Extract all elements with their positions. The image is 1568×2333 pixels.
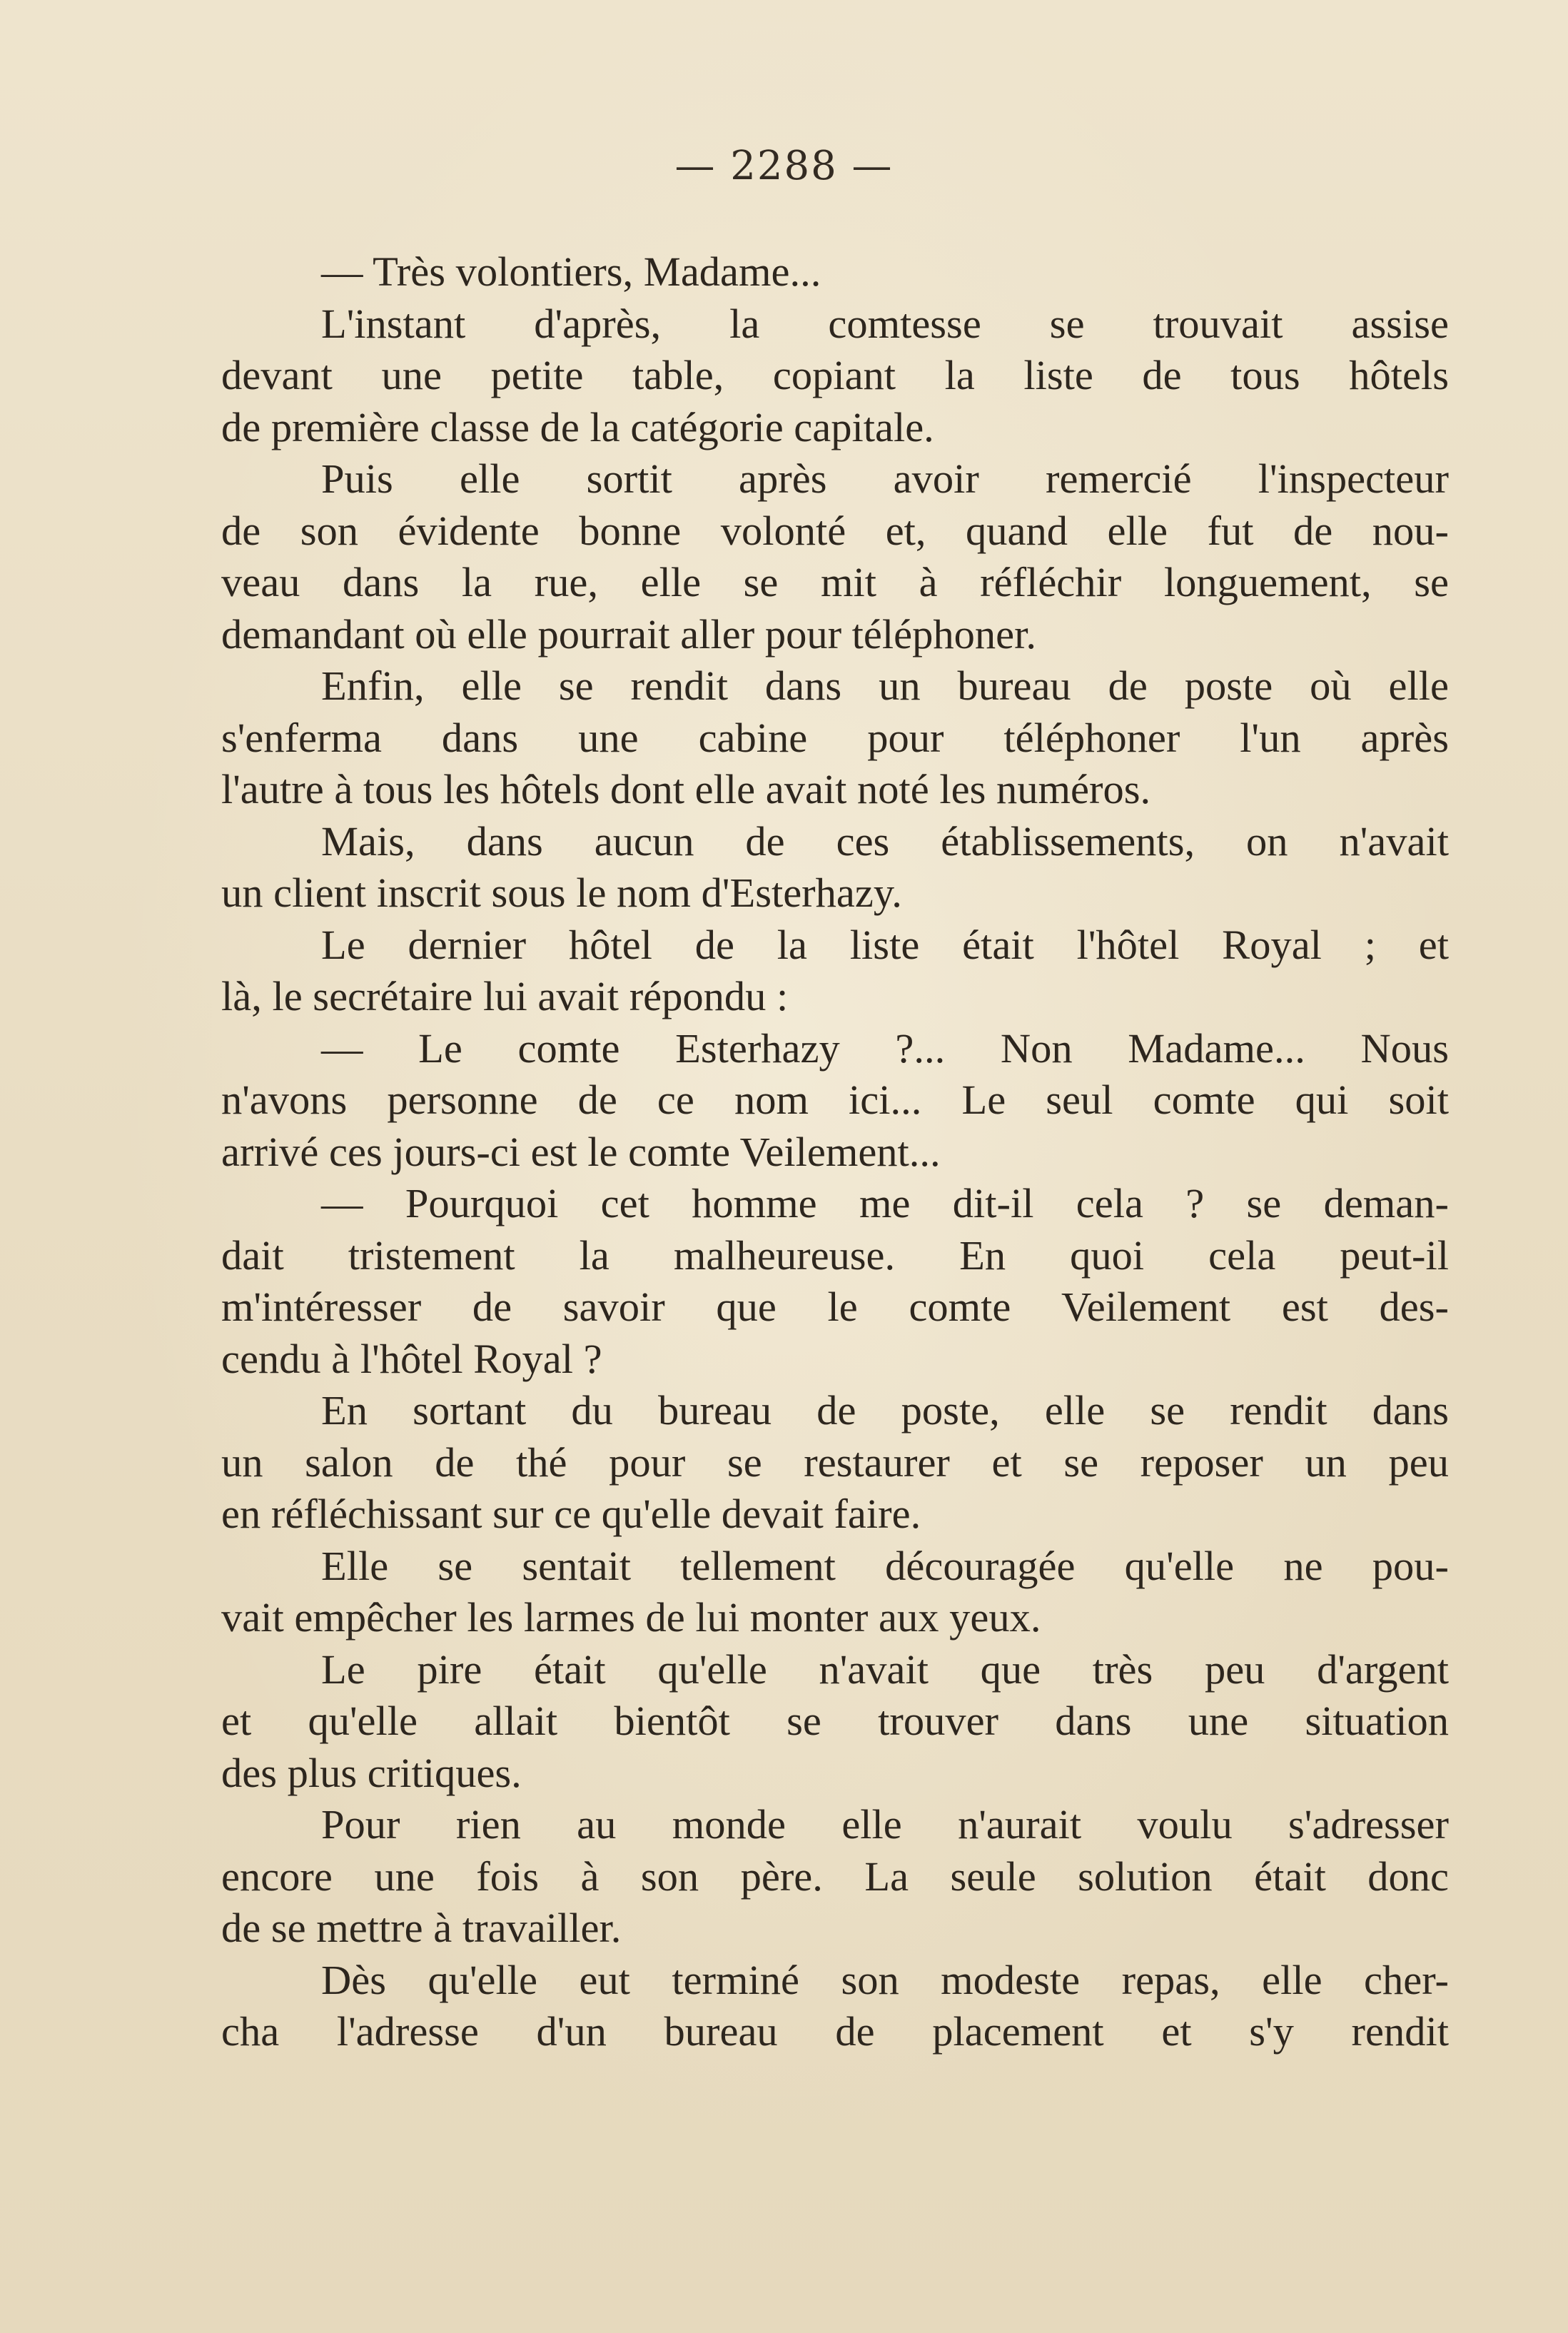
text-line: un client inscrit sous le nom d'Esterhazy. [221,870,902,916]
text-line: dait tristement la malheureuse. En quoi cela peut-il [221,1231,1449,1279]
text-line: vait empêcher les larmes de lui monter aux yeux. [221,1594,1041,1641]
text-line: En sortant du bureau de poste, elle se rendit dans [321,1387,1449,1433]
text-line: Le dernier hôtel de la liste était l'hôtel Royal ; et [321,921,1449,968]
text-line: demandant où elle pourrait aller pour téléphoner. [221,610,1036,657]
text-line: des plus critiques. [221,1749,522,1796]
text-line: là, le secrétaire lui avait répondu : [221,973,789,1019]
text-line: — Le comte Esterhazy ?... Non Madame... Nous [321,1024,1449,1072]
text-line: s'enferma dans une cabine pour téléphoner l'un après [221,714,1449,761]
text-line: de son évidente bonne volonté et, quand elle fut de nou- [221,507,1449,554]
text-line: de se mettre à travailler. [221,1905,622,1951]
text-line: cha l'adresse d'un bureau de placement et s'y rendit [221,2008,1449,2055]
text-line: et qu'elle allait bientôt se trouver dans une situation [221,1698,1449,1744]
text-line: Pour rien au monde elle n'aurait voulu s'adresser [321,1801,1449,1848]
text-line: cendu à l'hôtel Royal ? [221,1335,602,1382]
text-line: encore une fois à son père. La seule solution était donc [221,1853,1449,1900]
text-line: de première classe de la catégorie capitale. [221,403,934,450]
text-line: un salon de thé pour se restaurer et se reposer un peu [221,1438,1449,1486]
text-line: Puis elle sortit après avoir remercié l'inspecteur [321,455,1449,502]
text-line: — Pourquoi cet homme me dit-il cela ? se deman- [321,1180,1449,1226]
text-line: — Très volontiers, Madame... [321,248,821,295]
text-line: en réfléchissant sur ce qu'elle devait faire. [221,1491,921,1537]
text-line: n'avons personne de ce nom ici... Le seul comte qui soit [221,1077,1449,1123]
text-line: veau dans la rue, elle se mit à réfléchir longuement, se [221,559,1449,605]
text-line: Le pire était qu'elle n'avait que très peu d'argent [321,1646,1449,1693]
text-line: m'intéresser de savoir que le comte Veilement est des- [221,1284,1449,1330]
text-line: devant une petite table, copiant la liste de tous hôtels [221,352,1449,398]
text-line: Dès qu'elle eut terminé son modeste repas, elle cher- [321,1956,1449,2003]
text-line: Enfin, elle se rendit dans un bureau de poste où elle [321,662,1449,709]
page-body-text [221,246,1449,2058]
page-number: — 2288 — [674,143,894,189]
text-line: Mais, dans aucun de ces établissements, on n'avait [321,817,1449,865]
text-line: arrivé ces jours-ci est le comte Veilement... [221,1128,941,1175]
text-line: Elle se sentait tellement découragée qu'elle ne pou- [321,1542,1449,1589]
text-line: l'autre à tous les hôtels dont elle avait noté les numéros. [221,766,1151,812]
text-line: L'instant d'après, la comtesse se trouvait assise [321,300,1449,347]
